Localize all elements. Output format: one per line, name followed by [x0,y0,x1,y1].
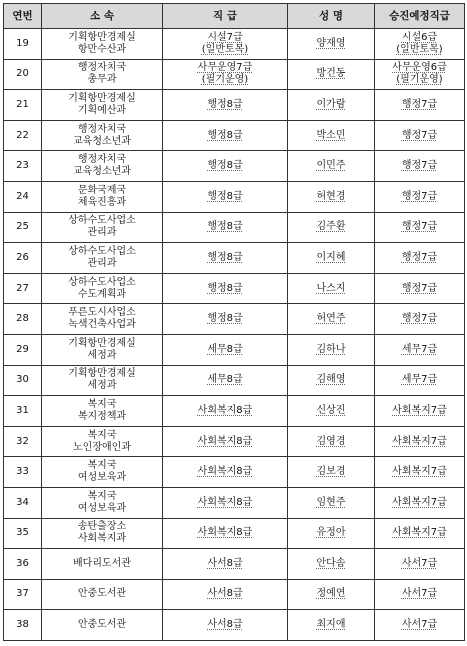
table-header-row [4,4,465,29]
cell-promotion-grade: 행정7급 [375,243,465,274]
cell-department: 상하수도사업소 관리과 [42,243,163,274]
cell-grade: 행정8급 [163,181,288,212]
cell-promotion-grade: 사회복지7급 [375,518,465,549]
cell-no: 23 [4,151,42,182]
cell-grade: 시설7급 (일반토목) [163,29,288,60]
cell-department: 상하수도사업소 수도계획과 [42,273,163,304]
header-grade: 직 급 [163,4,288,29]
cell-promotion-grade: 행정7급 [375,304,465,335]
table-row [4,29,465,60]
cell-department: 안중도서관 [42,610,163,641]
table-row [4,120,465,151]
cell-no: 32 [4,426,42,457]
cell-department: 문화국제국 체육진흥과 [42,181,163,212]
cell-grade: 행정8급 [163,304,288,335]
header-no: 연번 [4,4,42,29]
cell-name: 정예연 [288,579,375,610]
cell-grade: 사회복지8급 [163,396,288,427]
table-row [4,610,465,641]
table-row [4,549,465,580]
header-promotion-grade: 승진예정직급 [375,4,465,29]
cell-no: 19 [4,29,42,60]
cell-promotion-grade: 행정7급 [375,90,465,121]
cell-promotion-grade: 세무7급 [375,334,465,365]
cell-department: 상하수도사업소 관리과 [42,212,163,243]
cell-name: 방건동 [288,59,375,90]
cell-promotion-grade: 사회복지7급 [375,487,465,518]
cell-no: 30 [4,365,42,396]
cell-department: 복지국 여성보육과 [42,487,163,518]
cell-name: 김영경 [288,426,375,457]
cell-name: 안다솜 [288,549,375,580]
cell-name: 김보경 [288,457,375,488]
cell-promotion-grade: 행정7급 [375,212,465,243]
table-row [4,243,465,274]
table-row [4,487,465,518]
cell-no: 29 [4,334,42,365]
cell-grade: 행정8급 [163,273,288,304]
cell-department: 복지국 복지정책과 [42,396,163,427]
cell-promotion-grade: 행정7급 [375,273,465,304]
cell-no: 27 [4,273,42,304]
cell-name: 이민주 [288,151,375,182]
cell-name: 최지애 [288,610,375,641]
cell-department: 행정자치국 총무과 [42,59,163,90]
cell-grade: 사회복지8급 [163,426,288,457]
cell-no: 35 [4,518,42,549]
table-row [4,90,465,121]
cell-promotion-grade: 사서7급 [375,579,465,610]
cell-no: 33 [4,457,42,488]
cell-no: 37 [4,579,42,610]
cell-no: 21 [4,90,42,121]
cell-no: 26 [4,243,42,274]
cell-name: 허연주 [288,304,375,335]
cell-grade: 세무8급 [163,334,288,365]
cell-name: 나스지 [288,273,375,304]
cell-name: 이가람 [288,90,375,121]
cell-promotion-grade: 사무운영6급 (필기운영) [375,59,465,90]
cell-no: 24 [4,181,42,212]
table-row [4,181,465,212]
cell-department: 배다리도서관 [42,549,163,580]
cell-grade: 사서8급 [163,579,288,610]
cell-grade: 행정8급 [163,151,288,182]
cell-department: 기획항만경제실 항만수산과 [42,29,163,60]
cell-name: 박소민 [288,120,375,151]
cell-name: 양재영 [288,29,375,60]
cell-department: 기획항만경제실 세정과 [42,365,163,396]
cell-grade: 사회복지8급 [163,457,288,488]
table-row [4,426,465,457]
cell-name: 이지혜 [288,243,375,274]
header-department: 소 속 [42,4,163,29]
cell-name: 유정아 [288,518,375,549]
cell-grade: 사서8급 [163,549,288,580]
cell-promotion-grade: 사회복지7급 [375,396,465,427]
promotion-table [3,3,465,641]
table-row [4,334,465,365]
cell-department: 푸른도시사업소 녹색건축사업과 [42,304,163,335]
cell-no: 20 [4,59,42,90]
cell-department: 안중도서관 [42,579,163,610]
cell-name: 김주환 [288,212,375,243]
cell-promotion-grade: 사회복지7급 [375,457,465,488]
cell-grade: 행정8급 [163,212,288,243]
cell-no: 22 [4,120,42,151]
cell-promotion-grade: 행정7급 [375,181,465,212]
cell-promotion-grade: 사서7급 [375,549,465,580]
cell-no: 31 [4,396,42,427]
cell-promotion-grade: 행정7급 [375,151,465,182]
cell-grade: 사서8급 [163,610,288,641]
cell-promotion-grade: 행정7급 [375,120,465,151]
table-row [4,151,465,182]
cell-no: 38 [4,610,42,641]
cell-grade: 행정8급 [163,120,288,151]
cell-no: 36 [4,549,42,580]
table-row [4,304,465,335]
cell-department: 복지국 노인장애인과 [42,426,163,457]
cell-department: 기획항만경제실 세정과 [42,334,163,365]
cell-name: 임현주 [288,487,375,518]
table-row [4,396,465,427]
table-body [4,29,465,641]
cell-department: 행정자치국 교육청소년과 [42,120,163,151]
table-row [4,365,465,396]
cell-grade: 사무운영7급 (필기운영) [163,59,288,90]
cell-grade: 사회복지8급 [163,487,288,518]
cell-name: 신상진 [288,396,375,427]
cell-no: 28 [4,304,42,335]
cell-grade: 사회복지8급 [163,518,288,549]
cell-no: 25 [4,212,42,243]
cell-department: 복지국 여성보육과 [42,457,163,488]
cell-department: 행정자치국 교육청소년과 [42,151,163,182]
cell-promotion-grade: 시설6급 (일반토목) [375,29,465,60]
cell-name: 허현경 [288,181,375,212]
cell-promotion-grade: 세무7급 [375,365,465,396]
cell-name: 김해영 [288,365,375,396]
cell-no: 34 [4,487,42,518]
table-row [4,579,465,610]
table-row [4,518,465,549]
cell-department: 기획항만경제실 기획예산과 [42,90,163,121]
cell-grade: 세무8급 [163,365,288,396]
cell-grade: 행정8급 [163,90,288,121]
cell-promotion-grade: 사서7급 [375,610,465,641]
table-row [4,59,465,90]
cell-department: 송탄출장소 사회복지과 [42,518,163,549]
table-row [4,273,465,304]
table-row [4,457,465,488]
cell-promotion-grade: 사회복지7급 [375,426,465,457]
cell-grade: 행정8급 [163,243,288,274]
table-row [4,212,465,243]
cell-name: 김하나 [288,334,375,365]
header-name: 성 명 [288,4,375,29]
